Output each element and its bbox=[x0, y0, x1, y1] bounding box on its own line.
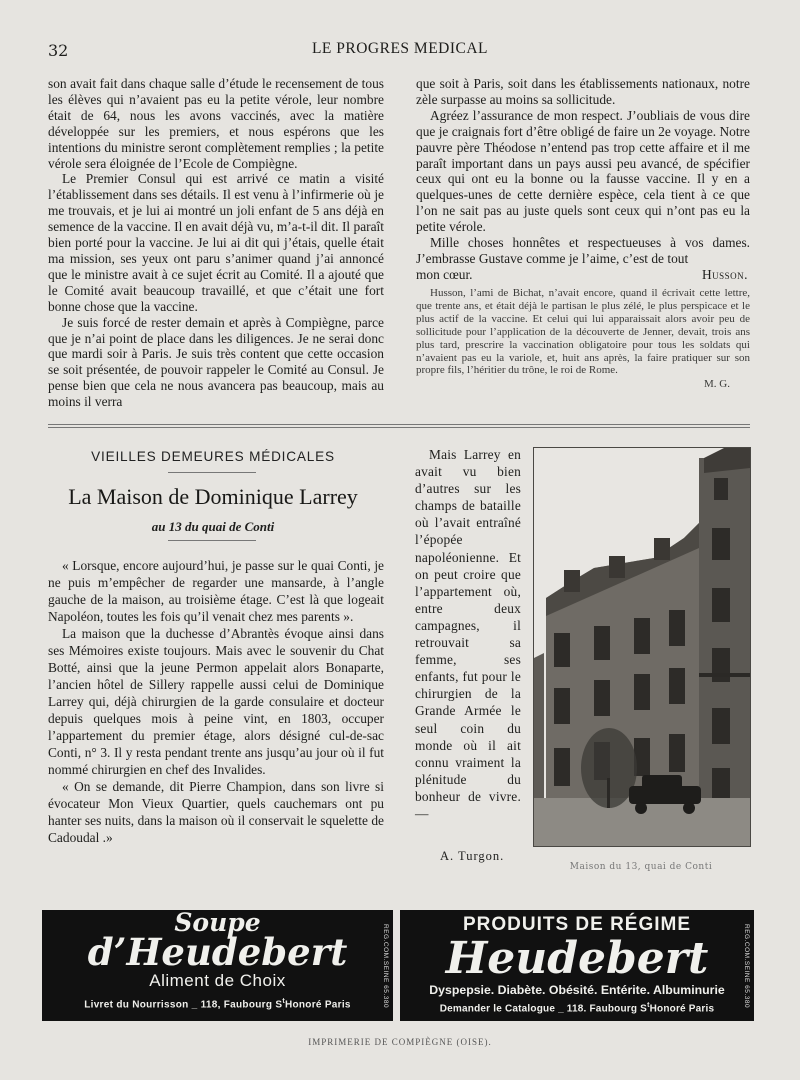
editorial-note bbox=[416, 287, 750, 391]
letter-paragraph: Je suis forcé de rester demain et après à Compiègne, parce que je n’ai point de place dans les diligences. Je ne serai donc que mardi soir à Paris. Je suis très content que cette occasion se soit présentée, de pouvoir rappeler le Comité au Consul. Je pense bien que cela ne nous avancera pas beaucoup, mais au moins il verra bbox=[48, 314, 384, 410]
letter-paragraph: que soit à Paris, soit dans les établissements nationaux, notre zèle surpasse au moins sa sollicitude. bbox=[416, 76, 750, 107]
ad-heading: PRODUITS DE RÉGIME bbox=[462, 914, 692, 935]
article-author: A. Turgon. bbox=[440, 849, 505, 863]
building-photo bbox=[533, 447, 751, 847]
letter-paragraph: Agréez l’assurance de mon respect. J’oubliais de vous dire que je craignais fort d’être obligé de faire un 2e voyage. Notre pauvre père Théodose n’entend pas trop cette affaire et il me paraît important dans un pays aussi peu avancé, de spécifier ceux qui ont eu la bonne ou la fausse vaccine. Il y en a quelques-unes de cette dernière espèce, cela tient à ce que l’on ne sait pas au juste quels sont ceux qui n’ont pas eu la petite vérole. bbox=[416, 107, 750, 235]
ad-address-text: Livret du Nourrisson _ 118, Faubourg S bbox=[84, 999, 283, 1011]
advertisement-soupe-heudebert bbox=[42, 910, 393, 1021]
letter-paragraph: son avait fait dans chaque salle d’étude le recensement de tous les élèves qui n’avaient pas eu la petite vérole, leur nombre était de 64, nous les avons vaccinés, avec la matière développée sur les premiers, et nous espérons que les intentions du ministre seront complètement remplies ; la petite vérole sera éloignée de l’Ecole de Compiègne. bbox=[48, 76, 384, 171]
advertisement-produits-de-regime bbox=[400, 910, 754, 1021]
title-rule bbox=[168, 472, 256, 473]
ad-brand-name: Heudebert bbox=[445, 933, 709, 984]
article-body bbox=[48, 557, 384, 846]
ad-address bbox=[42, 998, 393, 1010]
ad-registration: REG.COM.SEINE 65.380 bbox=[382, 924, 389, 1009]
ad-tagline: Aliment de Choix bbox=[149, 971, 286, 990]
note-text: Husson, l’ami de Bichat, n’avait encore, quand il écrivait cette lettre, que trente ans, et était déjà le partisan le plus zélé, le plus perspicace et le plus actif de la vaccine. Et celui qui lui apparaissait alors avoir peu de sollicitude pour l’application de la découverte de Jenner, devait, trois ans plus tard, prescrire la vaccination obligatoire pour tous les soldats qui n’avaient pas eu la variole, et, huit ans après, la faire pratiquer sur son propre fils, l’héritier du trône, le roi de Rome. bbox=[416, 287, 750, 377]
letter-right-column bbox=[416, 76, 750, 283]
article-title: La Maison de Dominique Larrey bbox=[68, 484, 358, 509]
page-number: 32 bbox=[48, 41, 69, 60]
ad-script-soupe: Soupe bbox=[174, 910, 261, 937]
section-heading: VIEILLES DEMEURES MÉDICALES bbox=[91, 449, 335, 464]
article-narrow-column bbox=[415, 446, 521, 822]
section-divider bbox=[48, 427, 750, 428]
ad-address-sup: t bbox=[647, 1002, 650, 1009]
ad-address-end: Honoré Paris bbox=[649, 1003, 715, 1015]
article-paragraph: La maison que la duchesse d’Abrantès évoque ainsi dans ses Mémoires existe toujours. Mais avec le souvenir du Chat Botté, ainsi que la jeune Permon appelait alors Bonaparte, l’ancien hôtel de Sillery rappelle aussi celui de Dominique Larrey qui, déjà chirurgien de la garde consulaire et docteur depuis quelques mois à peine vint, en 1803, occuper l’appartement du premier étage, alors désigné cul-de-sac Conti, n° 3. Il y resta pendant trente ans jusqu’au jour où il fut nommé chirurgien en chef des Invalides. bbox=[48, 626, 384, 777]
running-header: LE PROGRES MEDICAL bbox=[311, 40, 489, 57]
ad-products: Dyspepsie. Diabète. Obésité. Entérite. Albuminurie bbox=[429, 983, 725, 997]
printer-footer: IMPRIMERIE DE COMPIÈGNE (OISE). bbox=[308, 1037, 492, 1047]
ad-address-text: Demander le Catalogue _ 118. Faubourg S bbox=[439, 1003, 648, 1015]
building-photo-illustration bbox=[534, 448, 750, 846]
section-divider bbox=[48, 424, 750, 425]
ad-address-sup: t bbox=[282, 998, 285, 1005]
article-paragraph: Mais Larrey en avait vu bien d’autres sur les champs de bataille où l’avait entraîné l’épopée napoléonienne. Et on peut croire que l’appartement où, entre deux campagnes, il retrouvait sa femme, ses enfants, fut pour le chirurgien de la Grande Armée le seul coin du monde où il ait connu vraiment la plénitude du bonheur de vivre. — bbox=[415, 447, 521, 821]
article-paragraph: « On se demande, dit Pierre Champion, dans son livre si évocateur Mon Vieux Quartier, quels cauchemars ont pu hanter ses nuits, dans la maison où il conservait le squelette de Cadoudal .» bbox=[48, 779, 384, 845]
letter-paragraph: Le Premier Consul qui est arrivé ce matin a visité l’établissement dans ses détails. Il est venu à l’infirmerie où je me trouvais, et je lui ai montré un joli enfant de 5 ans déjà en semence de la vaccine. Il en avait déjà vu, m’a-t-il dit. Il paraît bien porté pour la vaccine. Je lui ai dit qui j’étais, quelle était ma mission, ses yeux ont paru s’animer quand j’ai annoncé que le ministre avait à ce sujet écrit au Comité. Il a ajouté que le Comité avait beaucoup travaillé, et que c’était une fort bonne chose que la vaccine. bbox=[48, 171, 384, 314]
ad-address-end: Honoré Paris bbox=[284, 999, 351, 1011]
ad-brand-name: d’Heudebert bbox=[87, 930, 348, 974]
closing-text: mon cœur. bbox=[416, 266, 473, 282]
letter-paragraph: Mille choses honnêtes et respectueuses à vos dames. J’embrasse Gustave comme je l’aime, c’est de tout bbox=[416, 235, 750, 266]
note-author: M. G. bbox=[704, 378, 730, 391]
letter-left-column bbox=[48, 76, 384, 410]
ad-registration: REG.COM.SEINE 65.380 bbox=[743, 924, 750, 1009]
article-subtitle: au 13 du quai de Conti bbox=[151, 519, 275, 534]
photo-caption: Maison du 13, quai de Conti bbox=[569, 862, 713, 872]
signature-name: Husson. bbox=[701, 266, 748, 282]
article-paragraph: « Lorsque, encore aujourd’hui, je passe sur le quai Conti, je ne puis m’empêcher de regarder une mansarde, à l’angle gauche de la maison, au troisième étage. C’est là que logeait Napoléon, toutes les fois qu’il venait chez mes parents ». bbox=[48, 558, 384, 624]
ad-address bbox=[400, 1002, 754, 1014]
subtitle-rule bbox=[168, 540, 256, 541]
letter-signature bbox=[416, 267, 750, 283]
